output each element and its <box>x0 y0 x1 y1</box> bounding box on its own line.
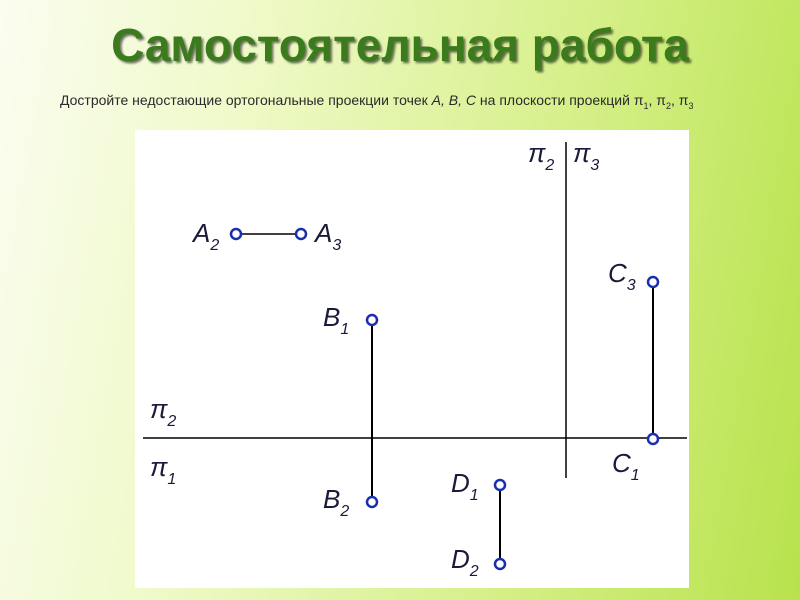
axis-label-pi1-left: $\pi_1$ <box>150 452 177 488</box>
point-A3 <box>296 229 306 239</box>
plane-pi1: $\pi_1$ <box>633 92 649 111</box>
point-C1 <box>648 434 658 444</box>
instruction-text: Достройте недостающие ортогональные проекции точек <box>60 92 432 108</box>
axis-label-pi3-top: $\pi_3$ <box>573 138 600 174</box>
label-A2: $A_2$ <box>193 218 220 254</box>
projection-diagram <box>135 130 689 588</box>
point-D1 <box>495 480 505 490</box>
drawing-panel <box>135 130 689 588</box>
slide-title: Самостоятельная работа <box>111 19 689 71</box>
label-B2: $B_2$ <box>323 484 350 520</box>
point-A2 <box>231 229 241 239</box>
task-instruction: Достройте недостающие ортогональные проекции точек A, B, C на плоскости проекций $\pi_1$, $\pi_2$, $\pi_3$ <box>60 92 694 111</box>
point-D2 <box>495 559 505 569</box>
axis-label-pi2-left: $\pi_2$ <box>150 394 177 430</box>
point-B1 <box>367 315 377 325</box>
point-B2 <box>367 497 377 507</box>
instruction-points: A, B, C <box>431 92 477 108</box>
label-D1: $D_1$ <box>451 468 479 504</box>
plane-pi3: $\pi_3$ <box>678 92 694 111</box>
label-C3: $C_3$ <box>608 258 636 294</box>
label-C1: $C_1$ <box>612 448 640 484</box>
label-A3: $A_3$ <box>315 218 342 254</box>
instruction-middle: на плоскости проекций <box>476 92 634 108</box>
axis-label-pi2-top: $\pi_2$ <box>528 138 555 174</box>
label-D2: $D_2$ <box>451 544 479 580</box>
plane-pi2: $\pi_2$ <box>656 92 671 111</box>
label-B1: $B_1$ <box>323 302 350 338</box>
point-C3 <box>648 277 658 287</box>
